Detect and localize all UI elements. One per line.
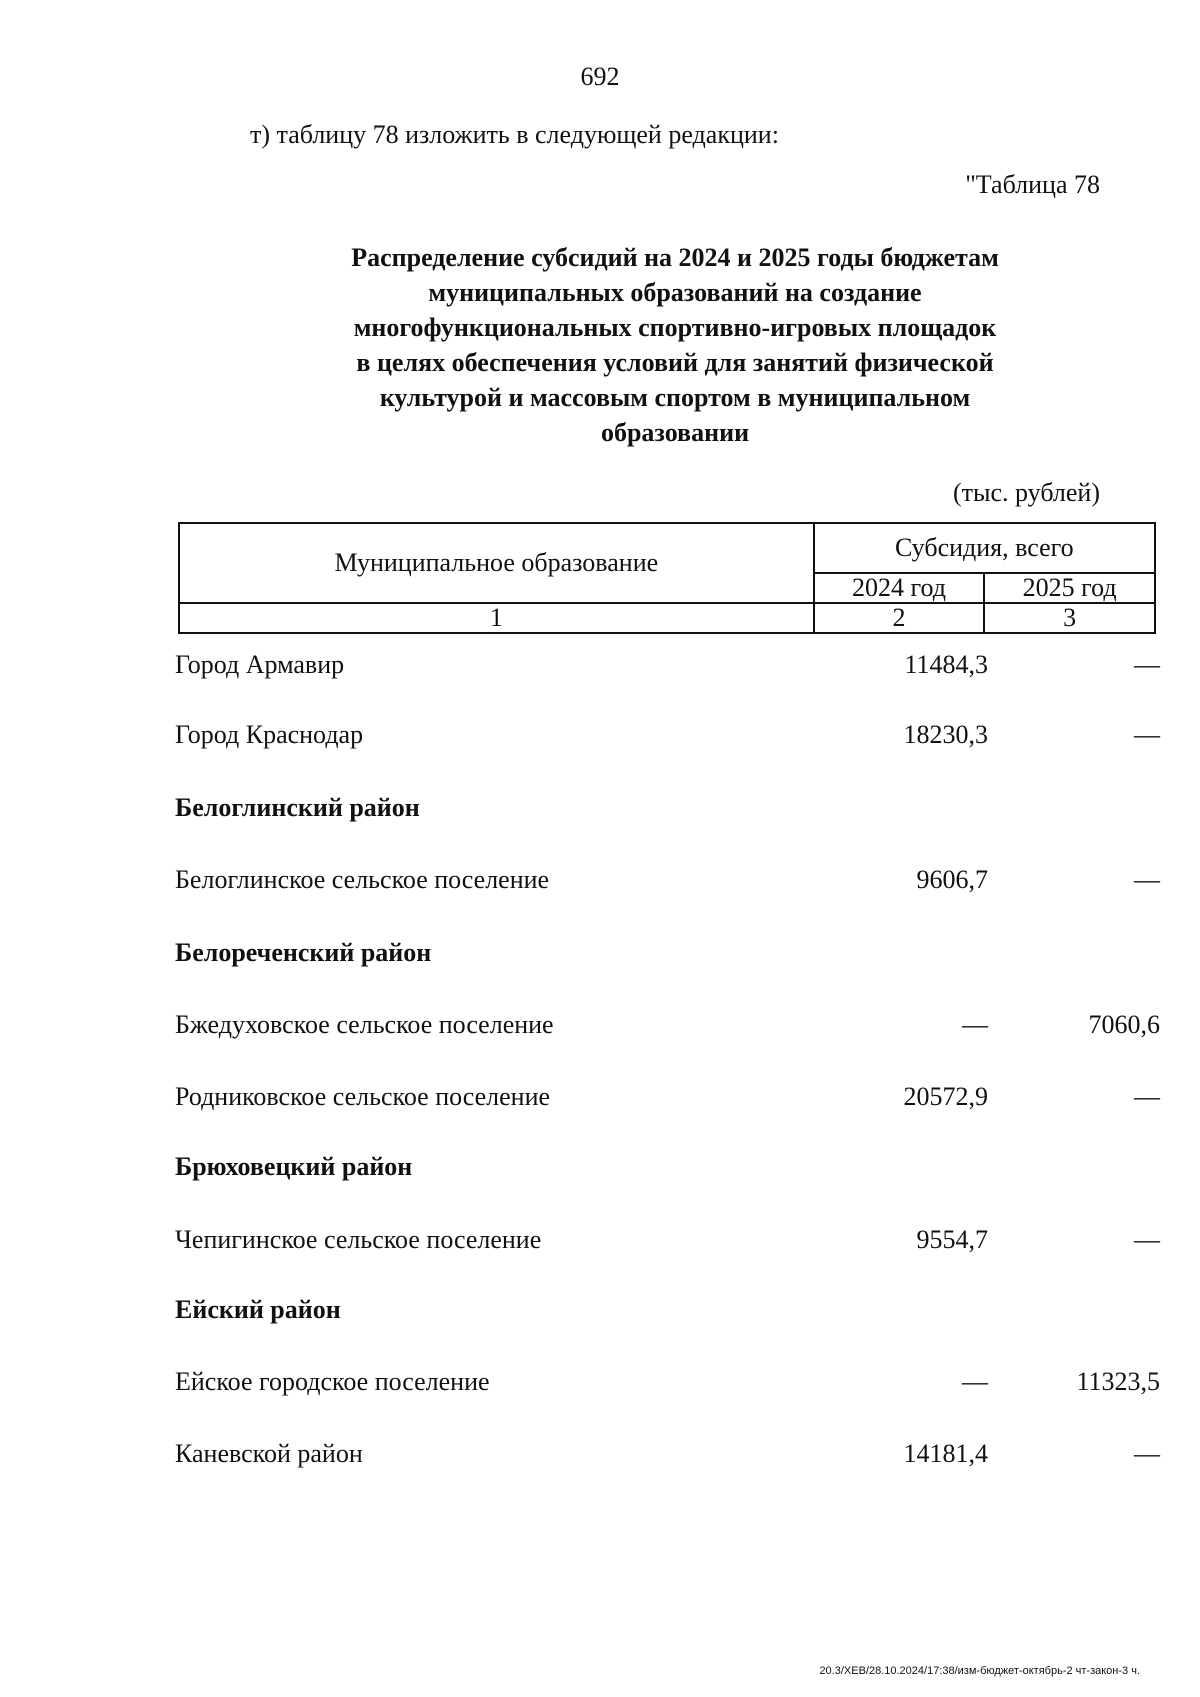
table-header — [178, 522, 1156, 634]
units-label: (тыс. рублей) — [952, 478, 1100, 507]
value-2025: — — [1134, 1225, 1160, 1254]
document-title — [250, 240, 1100, 450]
title-line: образовании — [600, 418, 750, 447]
header-col-2: 2 — [814, 603, 985, 633]
row-name: Брюховецкий район — [175, 1152, 413, 1181]
header-municipality: Муниципальное образование — [179, 523, 814, 603]
row-name: Белоглинский район — [175, 793, 420, 822]
row-name: Белореченский район — [175, 938, 432, 967]
value-2025: — — [1134, 1439, 1160, 1468]
value-2024: 18230,3 — [903, 720, 988, 749]
header-year-2024: 2024 год — [814, 573, 985, 603]
header-year-2025: 2025 год — [984, 573, 1155, 603]
value-2024: 11484,3 — [904, 650, 988, 679]
value-2025: 7060,6 — [1088, 1010, 1160, 1039]
row-name: Бжедуховское сельское поселение — [175, 1010, 554, 1039]
table-row — [175, 1439, 1160, 1469]
row-name: Город Армавир — [175, 650, 345, 679]
value-2025: — — [1134, 650, 1160, 679]
header-subsidy-total: Субсидия, всего — [814, 523, 1155, 573]
value-2024: 14181,4 — [903, 1439, 988, 1468]
value-2024: — — [962, 1010, 988, 1039]
value-2025: — — [1134, 865, 1160, 894]
table-row — [175, 1010, 1160, 1040]
row-name: Чепигинское сельское поселение — [175, 1225, 542, 1254]
value-2024: 20572,9 — [903, 1082, 988, 1111]
table-row — [175, 1082, 1160, 1112]
value-2025: 11323,5 — [1076, 1367, 1160, 1396]
title-line: культурой и массовым спортом в муниципальном — [379, 383, 971, 412]
table-row — [175, 1225, 1160, 1255]
header-col-3: 3 — [984, 603, 1155, 633]
value-2025: — — [1134, 1082, 1160, 1111]
table-row — [175, 1367, 1160, 1397]
district-row — [175, 1295, 1160, 1325]
table-row — [175, 720, 1160, 750]
intro-text: т) таблицу 78 изложить в следующей редакции: — [250, 120, 779, 149]
row-name: Белоглинское сельское поселение — [175, 865, 550, 894]
table-label: "Таблица 78 — [965, 170, 1100, 199]
row-name: Город Краснодар — [175, 720, 364, 749]
district-row — [175, 793, 1160, 823]
district-row — [175, 938, 1160, 968]
row-name: Ейский район — [175, 1295, 341, 1324]
value-2024: 9554,7 — [916, 1225, 988, 1254]
title-line: в целях обеспечения условий для занятий физической — [356, 348, 994, 377]
district-row — [175, 1152, 1160, 1182]
row-name: Каневской район — [175, 1439, 363, 1468]
row-name: Ейское городское поселение — [175, 1367, 490, 1396]
header-col-1: 1 — [179, 603, 814, 633]
title-line: многофункциональных спортивно-игровых площадок — [353, 313, 997, 342]
page-number: 692 — [580, 62, 620, 91]
table-row — [175, 865, 1160, 895]
value-2025: — — [1134, 720, 1160, 749]
title-line: Распределение субсидий на 2024 и 2025 годы бюджетам — [351, 243, 999, 272]
value-2024: — — [962, 1367, 988, 1396]
footer-code: 20.3/ХЕВ/28.10.2024/17:38/изм-бюджет-октябрь-2 чт-закон-3 ч. — [819, 1665, 1140, 1677]
title-line: муниципальных образований на создание — [428, 278, 922, 307]
value-2024: 9606,7 — [916, 865, 988, 894]
table-row — [175, 650, 1160, 680]
row-name: Родниковское сельское поселение — [175, 1082, 551, 1111]
